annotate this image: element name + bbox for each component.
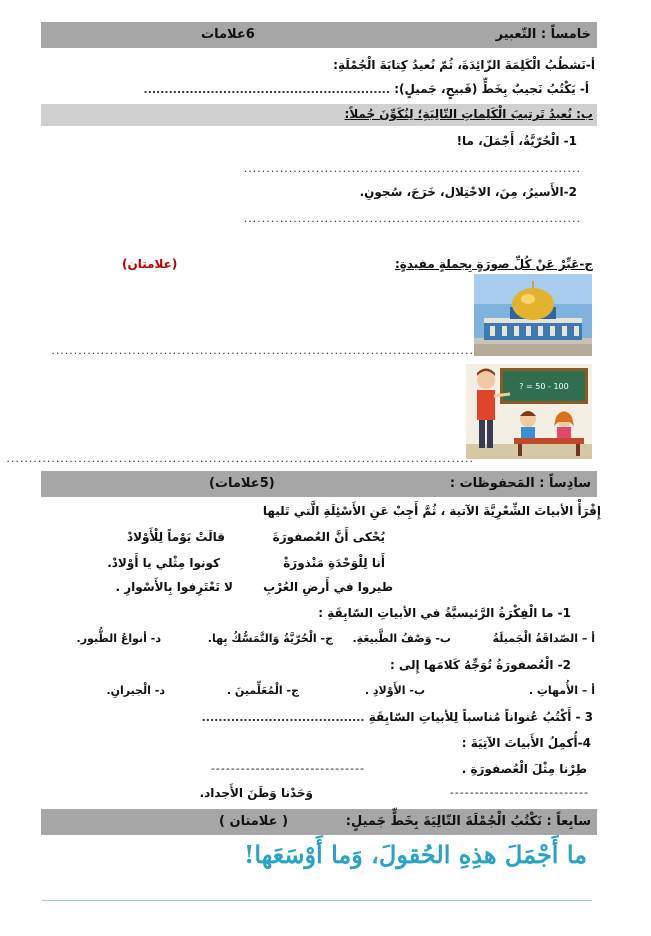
- q2-option-c: ج- الْمُعَلِّمينَ .: [226, 684, 299, 697]
- section7-header: [41, 809, 597, 835]
- section7-title: سابِعاً : نَكْتُبُ الْجُمْلَةَ التّالِيَةَ بِخَطٍّ جَميلٍ:: [345, 814, 591, 829]
- part-b-header: [41, 104, 597, 126]
- q2-option-d: د- الْجيرانِ.: [106, 684, 165, 697]
- section5-marks: 6علامات: [201, 27, 255, 42]
- part-c-marks: (علامتان): [122, 257, 178, 271]
- verse-2-left: كونوا مِثْلي يا أَوْلادْ.: [107, 556, 220, 570]
- section7-marks: ( علامتان ): [219, 814, 289, 829]
- q1-option-a: أ – الصّداقَةُ الْجَميلَةُ: [492, 632, 595, 645]
- section6-marks: (5علامات): [209, 476, 275, 491]
- handwriting-sentence: ما أَجْمَلَ هذِهِ الحُقولَ، وَما أَوْسَعَها!: [243, 840, 587, 869]
- question-2: 2- الْعُصفورَةُ تُوَجِّهُ كَلامَها إِلى :: [389, 658, 571, 672]
- classroom-answer-line: ........................................................................................................: [6, 452, 474, 465]
- verse-3-left: لا تَعْتَرِفوا بِالأَسْوارِ .: [115, 580, 233, 594]
- q2-option-b: ب- الأَوْلادِ .: [364, 684, 425, 697]
- question-4: 4-أُكمِلُ الأَبياتَ الآتِيَةَ :: [461, 736, 591, 750]
- verse-1-right: يُحْكى أَنَّ العُصفورَةَ: [272, 530, 385, 544]
- q4-line-2: وَحَدْنا وَطَنَ الأَجداد.: [199, 786, 313, 800]
- verse-3-right: طيروا في أَرضِ العُرْبِ: [263, 580, 393, 594]
- q2-option-a: أ – الأُمهاتِ .: [528, 684, 595, 697]
- q1-option-d: د- أنواعُ الطُّيور.: [76, 632, 161, 645]
- section6-header: [41, 471, 597, 497]
- q1-option-c: ج- الْحُرّيَّةُ وَالتَّمَسُّكُ بِها.: [207, 632, 333, 645]
- verse-1-left: قالَتْ يَوْماً لِلْأَوْلادْ: [126, 530, 225, 544]
- section6-title: سادِساً : المَحفوظات :: [449, 476, 591, 491]
- question-1: 1- ما الْفِكْرَةُ الرَّئيسيَّةُ في الأبياتِ السّابِقَةِ :: [318, 606, 571, 620]
- section5-title: خامساً : التّعبير: [495, 27, 591, 42]
- part-b-q1-answer-line: ...........................................................................: [243, 162, 581, 175]
- classroom-image: [466, 364, 592, 459]
- part-a-title: أ-نَشطُبُ الْكَلِمَةَ الزّائِدَةَ، ثُمّ نُعيدُ كِتابَةَ الْجُمْلَةِ:: [333, 58, 595, 72]
- part-b-q2-answer-line: ...........................................................................: [243, 212, 581, 225]
- verse-2-right: أَنا لِلْوَحْدَةِ مَنْذورَةْ: [283, 556, 385, 570]
- mosque-answer-line: ..............................................................................................: [51, 344, 474, 357]
- section5-header: [41, 22, 597, 48]
- writing-line: [42, 900, 592, 901]
- dome-of-the-rock-image: [474, 274, 592, 356]
- question-3: 3 - أَكْتُبُ عُنواناً مُناسباً لِلأبياتِ السّابِقَةِ .......................................: [201, 710, 593, 724]
- poem-intro: إِقْرَأْ الأبياتَ الشِّعْرِيَّةَ الآتية ، ثُمَّ أَجِبْ عَنِ الأَسْئِلَةِ الَّتي تَليها: [262, 504, 601, 518]
- q4-line-1-blank: -------------------------------: [210, 762, 365, 775]
- q4-line-1: طِرْنا مِثْلَ الْعُصفورَةِ .: [461, 762, 587, 776]
- part-b-title: ب: نُعيدُ تَرتيبَ الْكَلِماتِ التّالِيَةِ؛ لِنُكَوِّنَ جُملاً:: [344, 107, 593, 121]
- part-c-title: ج-عَبِّرْ عَنْ كُلِّ صورَةٍ بِجملةٍ مفيدةٍ:: [394, 257, 593, 271]
- q1-option-b: ب- وَصْفُ الطَّبيعَةِ.: [352, 632, 451, 645]
- part-b-q1: 1- الْحُرّيَّةُ، أَجْمَلَ، ما!: [456, 134, 577, 148]
- part-a-item: أ- يَكْتُبُ نَجيبٌ بِخَطٍّ (قَبيحٍ، جَميلٍ): ...........................................................: [143, 82, 589, 96]
- q4-line-2-blank: ----------------------------: [449, 786, 589, 799]
- part-b-q2: 2-الأَسيرُ، مِنَ، الاحْتِلال، خَرَجَ، سُجونِ.: [359, 185, 577, 199]
- board-equation: 100 - 50 = ?: [519, 382, 569, 391]
